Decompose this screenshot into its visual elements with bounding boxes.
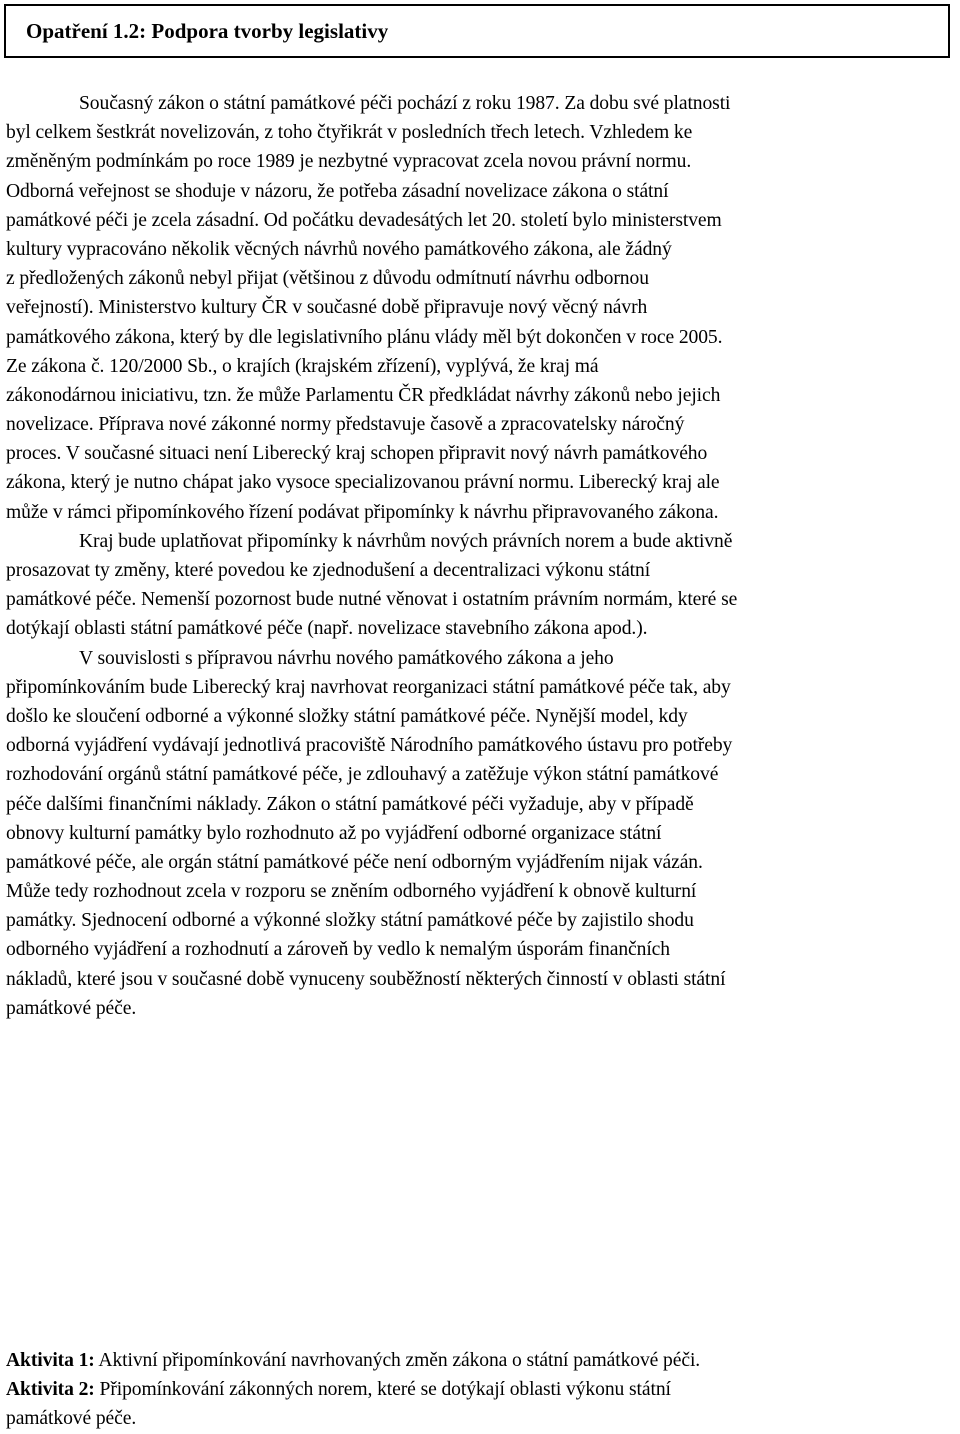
paragraph-1-line: [6, 264, 960, 293]
paragraph-text: památkového zákona, který by dle legislativního plánu vlády měl být dokončen v roce 2005.: [6, 326, 723, 348]
paragraph-text: Ze zákona č. 120/2000 Sb., o krajích (krajském zřízení), vyplývá, že kraj má: [6, 355, 599, 377]
paragraph-text: Kraj bude uplatňovat připomínky k návrhům nových právních norem a bude aktivně: [79, 530, 733, 552]
paragraph-text: obnovy kulturní památky bylo rozhodnuto až po vyjádření odborné organizace státní: [6, 822, 662, 844]
paragraph-1-line: [6, 439, 960, 468]
paragraph-text: zákonodárnou iniciativu, tzn. že může Parlamentu ČR předkládat návrhy zákonů nebo jejich: [6, 384, 721, 406]
document-body: [6, 89, 960, 1023]
paragraph-1-line: [6, 468, 960, 497]
paragraph-text: změněným podmínkám po roce 1989 je nezbytné vypracovat zcela novou právní normu.: [6, 151, 692, 173]
paragraph-text: připomínkováním bude Liberecký kraj navrhovat reorganizaci státní památkové péče tak, aby: [6, 676, 731, 698]
paragraph-3-line: [6, 848, 960, 877]
paragraph-text: odborná vyjádření vydávají jednotlivá pracoviště Národního památkového ústavu pro potřeby: [6, 735, 733, 757]
paragraph-text: Může tedy rozhodnout zcela v rozporu se zněním odborného vyjádření k obnově kulturní: [6, 881, 697, 903]
paragraph-3-line: [6, 994, 960, 1023]
activity-2-text: Připomínkování zákonných norem, které se dotýkají oblasti výkonu státní: [99, 1379, 671, 1401]
activity-1-label: Aktivita 1:: [6, 1350, 95, 1371]
paragraph-1-line: [6, 352, 960, 381]
paragraph-text: dotýkají oblasti státní památkové péče (např. novelizace stavebního zákona apod.).: [6, 618, 648, 640]
paragraph-2-line: [6, 556, 960, 585]
paragraph-text: památkové péče. Nemenší pozornost bude nutné věnovat i ostatním právním normám, které se: [6, 589, 738, 611]
paragraph-3-line: [6, 644, 960, 673]
paragraph-text: památkové péči je zcela zásadní. Od počátku devadesátých let 20. století bylo ministerstvem: [6, 209, 722, 231]
activity-1-text: Aktivní připomínkování navrhovaných změn zákona o státní památkové péči.: [98, 1350, 701, 1371]
paragraph-text: památkové péče, ale orgán státní památkové péče není odborným vyjádřením nijak vázán.: [6, 851, 703, 873]
paragraph-3-line: [6, 877, 960, 906]
page-title: Opatření 1.2: Podpora tvorby legislativy: [26, 19, 389, 43]
paragraph-text: může v rámci připomínkového řízení podávat připomínky k návrhu připravovaného zákona.: [6, 501, 719, 523]
paragraph-text: památkové péče.: [6, 997, 137, 1019]
paragraph-1-line: [6, 206, 960, 235]
paragraph-text: z předložených zákonů nebyl přijat (většinou z důvodu odmítnutí návrhu odbornou: [6, 268, 649, 290]
paragraph-1-line: [6, 235, 960, 264]
paragraph-1-line: [6, 293, 960, 322]
paragraph-text: Současný zákon o státní památkové péči pochází z roku 1987. Za dobu své platnosti: [79, 93, 731, 114]
paragraph-3-line: [6, 760, 960, 789]
paragraph-text: památky. Sjednocení odborné a výkonné složky státní památkové péče by zajistilo shodu: [6, 910, 694, 932]
paragraph-1-line: [6, 147, 960, 176]
paragraph-text: rozhodování orgánů státní památkové péče, je zdlouhavý a zatěžuje výkon státní památkové: [6, 764, 719, 786]
paragraph-1-line: [6, 410, 960, 439]
paragraph-1-line: [6, 89, 960, 118]
paragraph-1-line: [6, 498, 960, 527]
paragraph-text: proces. V současné situaci není Liberecký kraj schopen připravit nový návrh památkového: [6, 443, 708, 465]
paragraph-text: prosazovat ty změny, které povedou ke zjednodušení a decentralizaci výkonu státní: [6, 560, 651, 581]
activity-2-text: památkové péče.: [6, 1408, 137, 1430]
paragraph-1-line: [6, 118, 960, 147]
paragraph-3-line: [6, 819, 960, 848]
paragraph-1-line: [6, 323, 960, 352]
paragraph-3-line: [6, 965, 960, 994]
paragraph-text: novelizace. Příprava nové zákonné normy představuje časově a zpracovatelsky náročný: [6, 414, 685, 436]
paragraph-2-line: [6, 527, 960, 556]
paragraph-3-line: [6, 731, 960, 760]
activity-2-line: [6, 1375, 956, 1404]
paragraph-text: kultury vypracováno několik věcných návrhů nového památkového zákona, ale žádný: [6, 238, 672, 260]
paragraph-text: nákladů, které jsou v současné době vynuceny souběžností některých činností v oblasti státní: [6, 968, 726, 990]
activities-list: [6, 1346, 956, 1434]
paragraph-text: byl celkem šestkrát novelizován, z toho čtyřikrát v posledních třech letech. Vzhledem ke: [6, 122, 693, 144]
paragraph-3-line: [6, 702, 960, 731]
measure-title-box: [4, 4, 950, 58]
paragraph-3-line: [6, 906, 960, 935]
paragraph-3-line: [6, 935, 960, 964]
paragraph-2-line: [6, 614, 960, 643]
paragraph-1-line: [6, 381, 960, 410]
activity-2-line: [6, 1404, 956, 1433]
paragraph-text: zákona, který je nutno chápat jako vysoce specializovanou právní normu. Liberecký kraj ale: [6, 472, 720, 494]
paragraph-text: došlo ke sloučení odborné a výkonné složky státní památkové péče. Nynější model, kdy: [6, 705, 688, 727]
paragraph-3-line: [6, 790, 960, 819]
paragraph-text: péče dalšími finančními náklady. Zákon o státní památkové péči vyžaduje, aby v případě: [6, 793, 694, 815]
paragraph-text: Odborná veřejnost se shoduje v názoru, že potřeba zásadní novelizace zákona o státní: [6, 180, 669, 202]
paragraph-3-line: [6, 673, 960, 702]
paragraph-1-line: [6, 177, 960, 206]
paragraph-text: veřejností). Ministerstvo kultury ČR v současné době připravuje nový věcný návrh: [6, 297, 648, 319]
paragraph-2-line: [6, 585, 960, 614]
activity-1-line: [6, 1346, 956, 1375]
activity-2-label: Aktivita 2:: [6, 1379, 95, 1401]
paragraph-text: V souvislosti s přípravou návrhu nového památkového zákona a jeho: [79, 647, 614, 669]
paragraph-text: odborného vyjádření a rozhodnutí a zároveň by vedlo k nemalým úsporám finančních: [6, 939, 670, 961]
